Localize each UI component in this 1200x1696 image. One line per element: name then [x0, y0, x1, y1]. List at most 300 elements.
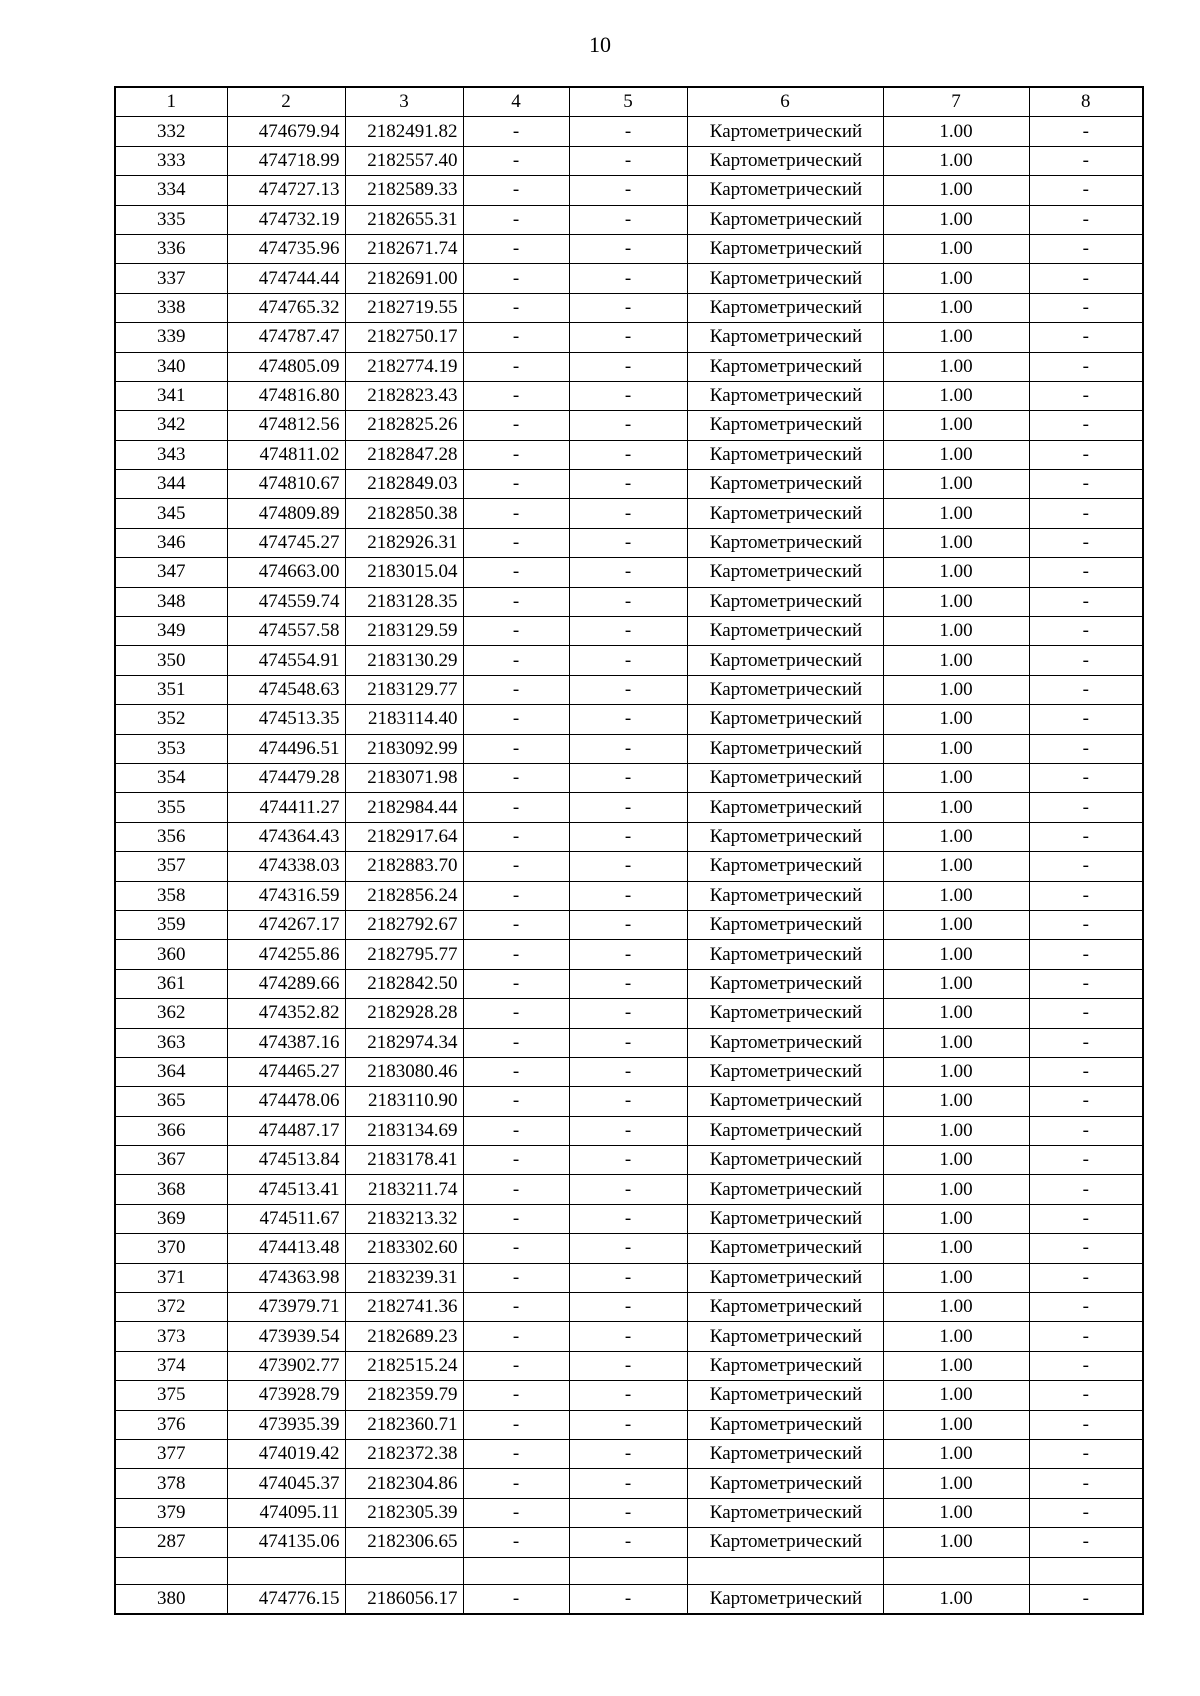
x-coordinate-cell: 474745.27	[227, 528, 345, 557]
column-4-cell: -	[463, 852, 569, 881]
point-number-cell: 342	[115, 411, 227, 440]
table-row	[115, 1410, 1143, 1439]
y-coordinate-cell: 2182589.33	[345, 176, 463, 205]
column-5-cell: -	[569, 646, 687, 675]
accuracy-cell: 1.00	[883, 1584, 1029, 1614]
column-4-cell: -	[463, 793, 569, 822]
x-coordinate-cell: 474478.06	[227, 1087, 345, 1116]
table-row	[115, 1028, 1143, 1057]
table-row	[115, 1293, 1143, 1322]
y-coordinate-cell: 2182491.82	[345, 117, 463, 146]
x-coordinate-cell: 474811.02	[227, 440, 345, 469]
table-row	[115, 1146, 1143, 1175]
column-4-cell: -	[463, 117, 569, 146]
column-8-cell: -	[1029, 1293, 1143, 1322]
column-8-cell: -	[1029, 969, 1143, 998]
column-5-cell: -	[569, 999, 687, 1028]
table-row	[115, 1204, 1143, 1233]
column-4-cell: -	[463, 1293, 569, 1322]
y-coordinate-cell: 2183071.98	[345, 763, 463, 792]
column-5-cell: -	[569, 1469, 687, 1498]
table-row	[115, 734, 1143, 763]
x-coordinate-cell: 474045.37	[227, 1469, 345, 1498]
x-coordinate-cell: 474812.56	[227, 411, 345, 440]
point-number-cell: 379	[115, 1498, 227, 1527]
y-coordinate-cell: 2182691.00	[345, 264, 463, 293]
table-row	[115, 1528, 1143, 1557]
column-4-cell: -	[463, 1381, 569, 1410]
y-coordinate-cell: 2183302.60	[345, 1234, 463, 1263]
x-coordinate-cell: 474387.16	[227, 1028, 345, 1057]
column-8-cell: -	[1029, 675, 1143, 704]
method-cell: Картометрический	[687, 969, 883, 998]
table-row	[115, 323, 1143, 352]
method-cell: Картометрический	[687, 323, 883, 352]
point-number-cell: 334	[115, 176, 227, 205]
accuracy-cell: 1.00	[883, 763, 1029, 792]
method-cell: Картометрический	[687, 587, 883, 616]
x-coordinate-cell: 474496.51	[227, 734, 345, 763]
y-coordinate-cell: 2182655.31	[345, 205, 463, 234]
column-8-cell: -	[1029, 1263, 1143, 1292]
y-coordinate-cell: 2183114.40	[345, 705, 463, 734]
method-cell: Картометрический	[687, 411, 883, 440]
point-number-cell: 350	[115, 646, 227, 675]
accuracy-cell: 1.00	[883, 1057, 1029, 1086]
method-cell: Картометрический	[687, 999, 883, 1028]
method-cell: Картометрический	[687, 1087, 883, 1116]
x-coordinate-cell: 474727.13	[227, 176, 345, 205]
y-coordinate-cell: 2182825.26	[345, 411, 463, 440]
accuracy-cell: 1.00	[883, 852, 1029, 881]
point-number-cell: 332	[115, 117, 227, 146]
accuracy-cell: 1.00	[883, 1528, 1029, 1557]
column-4-cell: -	[463, 352, 569, 381]
y-coordinate-cell: 2182360.71	[345, 1410, 463, 1439]
column-8-cell: -	[1029, 1322, 1143, 1351]
x-coordinate-cell: 474548.63	[227, 675, 345, 704]
accuracy-cell: 1.00	[883, 176, 1029, 205]
table-row	[115, 1469, 1143, 1498]
y-coordinate-cell: 2183129.77	[345, 675, 463, 704]
column-8-cell: -	[1029, 558, 1143, 587]
accuracy-cell: 1.00	[883, 1410, 1029, 1439]
accuracy-cell: 1.00	[883, 352, 1029, 381]
table-row	[115, 617, 1143, 646]
column-8-cell: -	[1029, 1439, 1143, 1468]
method-cell: Картометрический	[687, 881, 883, 910]
column-4-cell: -	[463, 1584, 569, 1614]
column-5-cell: -	[569, 969, 687, 998]
column-5-cell: -	[569, 1204, 687, 1233]
x-coordinate-cell: 474765.32	[227, 293, 345, 322]
x-coordinate-cell: 474479.28	[227, 763, 345, 792]
column-8-cell: -	[1029, 234, 1143, 263]
accuracy-cell: 1.00	[883, 587, 1029, 616]
column-4-cell: -	[463, 822, 569, 851]
x-coordinate-cell	[227, 1557, 345, 1584]
column-header: 3	[345, 87, 463, 117]
column-5-cell: -	[569, 440, 687, 469]
y-coordinate-cell: 2183128.35	[345, 587, 463, 616]
method-cell: Картометрический	[687, 822, 883, 851]
table-row	[115, 1584, 1143, 1614]
column-8-cell: -	[1029, 1498, 1143, 1527]
table-row	[115, 440, 1143, 469]
column-5-cell: -	[569, 1234, 687, 1263]
column-4-cell: -	[463, 176, 569, 205]
column-8-cell: -	[1029, 1116, 1143, 1145]
x-coordinate-cell: 473928.79	[227, 1381, 345, 1410]
column-5-cell: -	[569, 205, 687, 234]
table-row	[115, 675, 1143, 704]
x-coordinate-cell: 474810.67	[227, 470, 345, 499]
y-coordinate-cell: 2182842.50	[345, 969, 463, 998]
y-coordinate-cell: 2182750.17	[345, 323, 463, 352]
y-coordinate-cell: 2182515.24	[345, 1351, 463, 1380]
x-coordinate-cell: 474805.09	[227, 352, 345, 381]
method-cell: Картометрический	[687, 910, 883, 939]
table-row	[115, 822, 1143, 851]
accuracy-cell: 1.00	[883, 1498, 1029, 1527]
method-cell: Картометрический	[687, 940, 883, 969]
column-5-cell: -	[569, 1263, 687, 1292]
column-header: 5	[569, 87, 687, 117]
accuracy-cell: 1.00	[883, 999, 1029, 1028]
column-5-cell: -	[569, 910, 687, 939]
column-8-cell: -	[1029, 411, 1143, 440]
column-5-cell: -	[569, 1087, 687, 1116]
point-number-cell: 359	[115, 910, 227, 939]
point-number-cell	[115, 1557, 227, 1584]
table-row	[115, 205, 1143, 234]
method-cell: Картометрический	[687, 1351, 883, 1380]
column-4-cell: -	[463, 1175, 569, 1204]
column-5-cell: -	[569, 1498, 687, 1527]
point-number-cell: 363	[115, 1028, 227, 1057]
y-coordinate-cell: 2183211.74	[345, 1175, 463, 1204]
y-coordinate-cell: 2182847.28	[345, 440, 463, 469]
column-8-cell: -	[1029, 146, 1143, 175]
x-coordinate-cell: 474744.44	[227, 264, 345, 293]
accuracy-cell: 1.00	[883, 1204, 1029, 1233]
y-coordinate-cell: 2182305.39	[345, 1498, 463, 1527]
y-coordinate-cell: 2182926.31	[345, 528, 463, 557]
method-cell	[687, 1557, 883, 1584]
y-coordinate-cell: 2183178.41	[345, 1146, 463, 1175]
column-4-cell	[463, 1557, 569, 1584]
column-5-cell: -	[569, 734, 687, 763]
method-cell: Картометрический	[687, 1146, 883, 1175]
point-number-cell: 336	[115, 234, 227, 263]
column-8-cell: -	[1029, 205, 1143, 234]
y-coordinate-cell: 2182557.40	[345, 146, 463, 175]
accuracy-cell: 1.00	[883, 323, 1029, 352]
y-coordinate-cell: 2183080.46	[345, 1057, 463, 1086]
point-number-cell: 337	[115, 264, 227, 293]
column-5-cell	[569, 1557, 687, 1584]
table-row	[115, 499, 1143, 528]
column-8-cell: -	[1029, 705, 1143, 734]
x-coordinate-cell: 473902.77	[227, 1351, 345, 1380]
point-number-cell: 372	[115, 1293, 227, 1322]
x-coordinate-cell: 474809.89	[227, 499, 345, 528]
column-4-cell: -	[463, 1351, 569, 1380]
column-8-cell: -	[1029, 822, 1143, 851]
column-4-cell: -	[463, 734, 569, 763]
accuracy-cell: 1.00	[883, 675, 1029, 704]
column-4-cell: -	[463, 1410, 569, 1439]
table-header-row	[115, 87, 1143, 117]
point-number-cell: 338	[115, 293, 227, 322]
accuracy-cell: 1.00	[883, 499, 1029, 528]
column-8-cell: -	[1029, 1410, 1143, 1439]
x-coordinate-cell: 474559.74	[227, 587, 345, 616]
table-row	[115, 1381, 1143, 1410]
x-coordinate-cell: 474352.82	[227, 999, 345, 1028]
column-8-cell: -	[1029, 499, 1143, 528]
method-cell: Картометрический	[687, 352, 883, 381]
x-coordinate-cell: 474513.84	[227, 1146, 345, 1175]
accuracy-cell: 1.00	[883, 1087, 1029, 1116]
point-number-cell: 333	[115, 146, 227, 175]
column-header: 2	[227, 87, 345, 117]
x-coordinate-cell: 474663.00	[227, 558, 345, 587]
accuracy-cell: 1.00	[883, 822, 1029, 851]
column-4-cell: -	[463, 1439, 569, 1468]
y-coordinate-cell: 2182671.74	[345, 234, 463, 263]
x-coordinate-cell: 474413.48	[227, 1234, 345, 1263]
column-4-cell: -	[463, 558, 569, 587]
column-4-cell: -	[463, 881, 569, 910]
x-coordinate-cell: 474513.35	[227, 705, 345, 734]
column-5-cell: -	[569, 617, 687, 646]
table-row	[115, 940, 1143, 969]
column-5-cell: -	[569, 1057, 687, 1086]
column-4-cell: -	[463, 411, 569, 440]
point-number-cell: 371	[115, 1263, 227, 1292]
y-coordinate-cell: 2182883.70	[345, 852, 463, 881]
table-row	[115, 558, 1143, 587]
accuracy-cell: 1.00	[883, 969, 1029, 998]
table-row	[115, 411, 1143, 440]
point-number-cell: 362	[115, 999, 227, 1028]
accuracy-cell: 1.00	[883, 411, 1029, 440]
method-cell: Картометрический	[687, 381, 883, 410]
column-8-cell: -	[1029, 1146, 1143, 1175]
point-number-cell: 356	[115, 822, 227, 851]
accuracy-cell: 1.00	[883, 881, 1029, 910]
method-cell: Картометрический	[687, 1293, 883, 1322]
column-5-cell: -	[569, 234, 687, 263]
point-number-cell: 357	[115, 852, 227, 881]
method-cell: Картометрический	[687, 1410, 883, 1439]
column-8-cell: -	[1029, 852, 1143, 881]
column-5-cell: -	[569, 470, 687, 499]
table-row	[115, 999, 1143, 1028]
x-coordinate-cell: 474363.98	[227, 1263, 345, 1292]
y-coordinate-cell: 2183092.99	[345, 734, 463, 763]
method-cell: Картометрический	[687, 1175, 883, 1204]
method-cell: Картометрический	[687, 1584, 883, 1614]
column-8-cell: -	[1029, 1204, 1143, 1233]
x-coordinate-cell: 473939.54	[227, 1322, 345, 1351]
x-coordinate-cell: 474255.86	[227, 940, 345, 969]
column-8-cell: -	[1029, 1528, 1143, 1557]
point-number-cell: 351	[115, 675, 227, 704]
column-5-cell: -	[569, 1116, 687, 1145]
table-row	[115, 1498, 1143, 1527]
column-header: 1	[115, 87, 227, 117]
point-number-cell: 341	[115, 381, 227, 410]
table-row	[115, 852, 1143, 881]
accuracy-cell: 1.00	[883, 381, 1029, 410]
column-5-cell: -	[569, 1175, 687, 1204]
column-5-cell: -	[569, 1528, 687, 1557]
table-row	[115, 910, 1143, 939]
point-number-cell: 376	[115, 1410, 227, 1439]
y-coordinate-cell: 2183130.29	[345, 646, 463, 675]
column-4-cell: -	[463, 528, 569, 557]
x-coordinate-cell: 474679.94	[227, 117, 345, 146]
y-coordinate-cell: 2182719.55	[345, 293, 463, 322]
column-5-cell: -	[569, 146, 687, 175]
point-number-cell: 366	[115, 1116, 227, 1145]
column-8-cell: -	[1029, 734, 1143, 763]
accuracy-cell: 1.00	[883, 293, 1029, 322]
column-5-cell: -	[569, 1028, 687, 1057]
column-4-cell: -	[463, 1263, 569, 1292]
column-4-cell: -	[463, 1204, 569, 1233]
method-cell: Картометрический	[687, 763, 883, 792]
accuracy-cell: 1.00	[883, 1293, 1029, 1322]
column-5-cell: -	[569, 1293, 687, 1322]
y-coordinate-cell: 2182850.38	[345, 499, 463, 528]
point-number-cell: 358	[115, 881, 227, 910]
accuracy-cell: 1.00	[883, 558, 1029, 587]
y-coordinate-cell: 2183213.32	[345, 1204, 463, 1233]
column-4-cell: -	[463, 969, 569, 998]
accuracy-cell: 1.00	[883, 264, 1029, 293]
column-4-cell: -	[463, 205, 569, 234]
accuracy-cell	[883, 1557, 1029, 1584]
table-row	[115, 470, 1143, 499]
point-number-cell: 365	[115, 1087, 227, 1116]
column-4-cell: -	[463, 293, 569, 322]
accuracy-cell: 1.00	[883, 646, 1029, 675]
y-coordinate-cell: 2182372.38	[345, 1439, 463, 1468]
page-number: 10	[589, 32, 611, 57]
accuracy-cell: 1.00	[883, 705, 1029, 734]
method-cell: Картометрический	[687, 1498, 883, 1527]
table-body	[115, 117, 1143, 1614]
table-spacer-row	[115, 1557, 1143, 1584]
method-cell: Картометрический	[687, 176, 883, 205]
table-row	[115, 705, 1143, 734]
column-5-cell: -	[569, 705, 687, 734]
method-cell: Картометрический	[687, 705, 883, 734]
column-4-cell: -	[463, 1469, 569, 1498]
x-coordinate-cell: 474816.80	[227, 381, 345, 410]
column-4-cell: -	[463, 1057, 569, 1086]
column-header: 8	[1029, 87, 1143, 117]
point-number-cell: 370	[115, 1234, 227, 1263]
y-coordinate-cell: 2186056.17	[345, 1584, 463, 1614]
y-coordinate-cell: 2183134.69	[345, 1116, 463, 1145]
y-coordinate-cell: 2182974.34	[345, 1028, 463, 1057]
column-8-cell: -	[1029, 1469, 1143, 1498]
point-number-cell: 361	[115, 969, 227, 998]
accuracy-cell: 1.00	[883, 617, 1029, 646]
method-cell: Картометрический	[687, 528, 883, 557]
column-8-cell: -	[1029, 1087, 1143, 1116]
column-4-cell: -	[463, 1116, 569, 1145]
column-4-cell: -	[463, 587, 569, 616]
table-row	[115, 646, 1143, 675]
method-cell: Картометрический	[687, 1028, 883, 1057]
column-4-cell: -	[463, 940, 569, 969]
x-coordinate-cell: 474289.66	[227, 969, 345, 998]
column-8-cell: -	[1029, 910, 1143, 939]
method-cell: Картометрический	[687, 793, 883, 822]
x-coordinate-cell: 474019.42	[227, 1439, 345, 1468]
table-row	[115, 587, 1143, 616]
column-8-cell: -	[1029, 1028, 1143, 1057]
accuracy-cell: 1.00	[883, 1322, 1029, 1351]
point-number-cell: 353	[115, 734, 227, 763]
accuracy-cell: 1.00	[883, 1116, 1029, 1145]
column-5-cell: -	[569, 1322, 687, 1351]
point-number-cell: 368	[115, 1175, 227, 1204]
x-coordinate-cell: 474735.96	[227, 234, 345, 263]
column-5-cell: -	[569, 763, 687, 792]
point-number-cell: 377	[115, 1439, 227, 1468]
method-cell: Картометрический	[687, 1528, 883, 1557]
x-coordinate-cell: 474267.17	[227, 910, 345, 939]
y-coordinate-cell: 2182689.23	[345, 1322, 463, 1351]
point-number-cell: 364	[115, 1057, 227, 1086]
column-4-cell: -	[463, 617, 569, 646]
column-8-cell: -	[1029, 646, 1143, 675]
accuracy-cell: 1.00	[883, 1351, 1029, 1380]
y-coordinate-cell: 2182792.67	[345, 910, 463, 939]
column-4-cell: -	[463, 646, 569, 675]
column-5-cell: -	[569, 793, 687, 822]
x-coordinate-cell: 474316.59	[227, 881, 345, 910]
column-4-cell: -	[463, 1498, 569, 1527]
column-4-cell: -	[463, 146, 569, 175]
table-row	[115, 234, 1143, 263]
point-number-cell: 344	[115, 470, 227, 499]
point-number-cell: 348	[115, 587, 227, 616]
table-row	[115, 1439, 1143, 1468]
accuracy-cell: 1.00	[883, 528, 1029, 557]
column-5-cell: -	[569, 822, 687, 851]
column-5-cell: -	[569, 881, 687, 910]
column-4-cell: -	[463, 1028, 569, 1057]
method-cell: Картометрический	[687, 499, 883, 528]
column-4-cell: -	[463, 675, 569, 704]
accuracy-cell: 1.00	[883, 1175, 1029, 1204]
point-number-cell: 380	[115, 1584, 227, 1614]
method-cell: Картометрический	[687, 617, 883, 646]
y-coordinate-cell: 2182359.79	[345, 1381, 463, 1410]
point-number-cell: 378	[115, 1469, 227, 1498]
column-8-cell: -	[1029, 323, 1143, 352]
point-number-cell: 352	[115, 705, 227, 734]
method-cell: Картометрический	[687, 205, 883, 234]
method-cell: Картометрический	[687, 1381, 883, 1410]
